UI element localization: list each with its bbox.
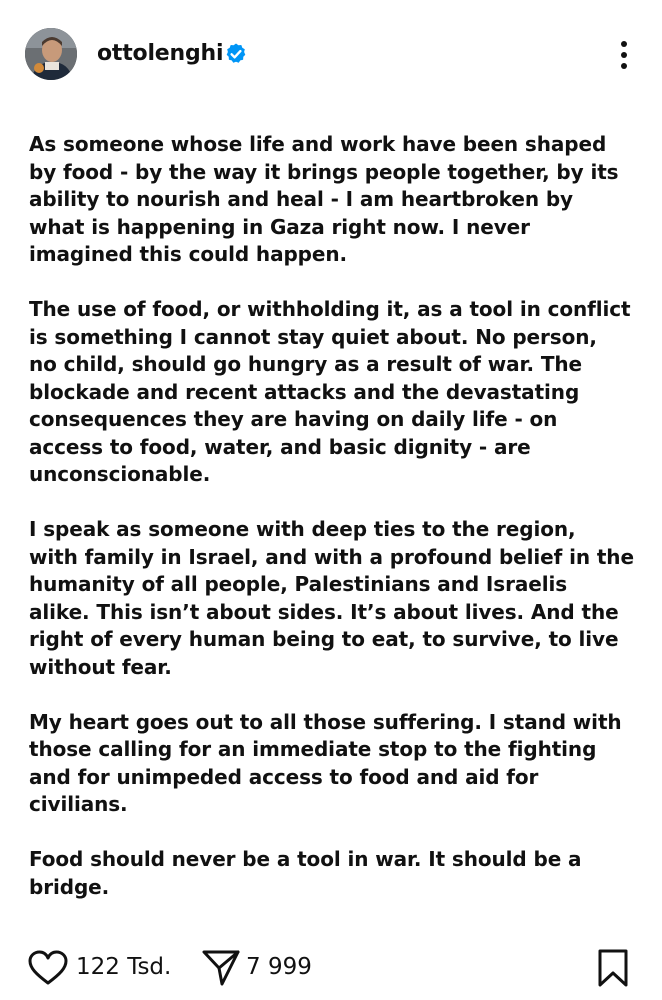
share-count[interactable]: 7 999 bbox=[246, 954, 312, 980]
post-actions-bar bbox=[0, 938, 662, 998]
post-header bbox=[0, 0, 662, 108]
caption-paragraph-3: I speak as someone with deep ties to the region, with family in Israel, and with a profound belief in the humanity of all people, Palestinians and Israelis alike. This isn’t about sides. It’s about lives. And the right of every human being to eat, to survive, to live without fear. bbox=[29, 517, 634, 679]
avatar[interactable] bbox=[25, 28, 77, 80]
like-count[interactable]: 122 Tsd. bbox=[76, 954, 172, 980]
bookmark-icon[interactable] bbox=[596, 948, 630, 988]
profile-photo bbox=[25, 28, 77, 80]
caption-paragraph-4: My heart goes out to all those suffering. I stand with those calling for an immediate stop to the fighting and for unimpeded access to food and aid for civilians. bbox=[29, 709, 622, 816]
post-caption bbox=[29, 131, 641, 929]
caption-paragraph-1: As someone whose life and work have been shaped by food - by the way it brings people together, by its ability to nourish and heal - I am heartbroken by what is happening in Gaza right now. I never imagined this could happen. bbox=[29, 132, 619, 266]
paper-plane-icon[interactable] bbox=[201, 949, 241, 987]
vertical-ellipsis-icon[interactable] bbox=[610, 38, 638, 72]
verified-badge-icon bbox=[224, 42, 248, 66]
username[interactable]: ottolenghi bbox=[97, 41, 224, 66]
caption-paragraph-2: The use of food, or withholding it, as a tool in conflict is something I cannot stay quiet about. No person, no child, should go hungry as a result of war. The blockade and recent attacks and the devastating consequences they are having on daily life - on access to food, water, and basic dignity - are unconscionable. bbox=[29, 297, 631, 486]
heart-icon[interactable] bbox=[28, 950, 68, 986]
caption-paragraph-5: Food should never be a tool in war. It should be a bridge. bbox=[29, 847, 582, 899]
